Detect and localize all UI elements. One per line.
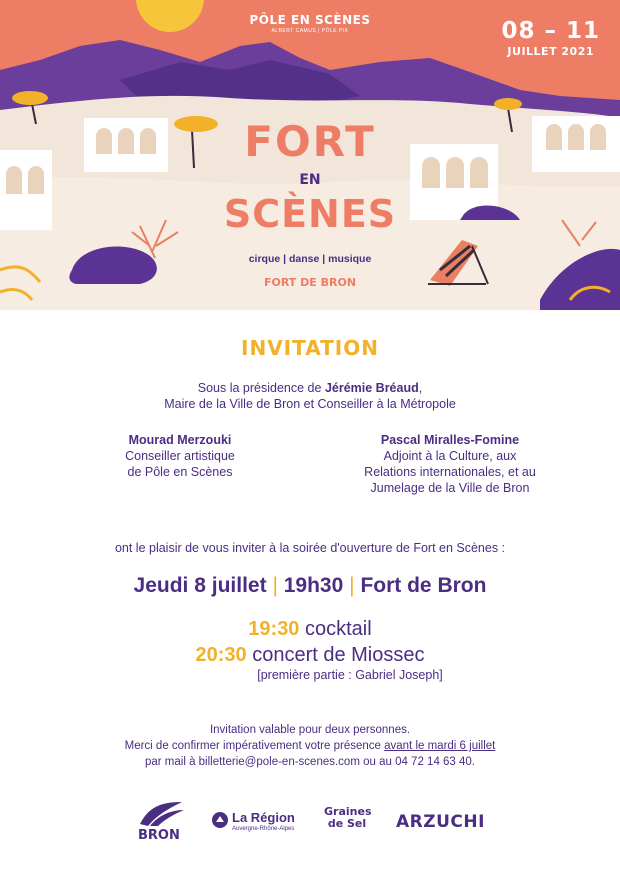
host-left-role-2: de Pôle en Scènes: [127, 465, 233, 479]
festival-disciplines: cirque | danse | musique: [248, 253, 372, 265]
presidency-line: [0, 380, 620, 396]
presidency-suffix: ,: [418, 381, 423, 395]
hero-banner: [0, 0, 620, 310]
schedule-item: [0, 618, 620, 641]
brand-subtitle: ALBERT CAMUS | PÔLE PIK: [271, 28, 349, 34]
presidency-prefix: Sous la présidence de: [197, 381, 325, 395]
region-logo-name: La Région: [232, 810, 295, 825]
region-emblem-icon: [212, 812, 228, 828]
dates-month: JUILLET 2021: [507, 45, 595, 58]
festival-title-line-1: FORT: [244, 117, 376, 166]
festival-title-line-3: SCÈNES: [223, 192, 397, 236]
brand-name: PÔLE EN SCÈNES: [249, 13, 371, 27]
event-place: Fort de Bron: [360, 574, 487, 597]
presidency-block: [0, 380, 620, 412]
graines-logo-line-1: Graines: [324, 805, 372, 818]
host-right-role-1: Adjoint à la Culture, aux: [383, 449, 517, 463]
event-separator: |: [349, 574, 355, 597]
graines-de-sel-logo: [324, 806, 370, 842]
event-day: Jeudi 8 juillet: [133, 574, 267, 597]
schedule-label: cocktail: [305, 618, 372, 640]
footer-line-2-prefix: Merci de confirmer impérativement votre présence: [124, 740, 385, 752]
dates-range: 08 – 11: [501, 18, 600, 44]
region-logo-subtitle: Auvergne-Rhône-Alpes: [232, 826, 295, 832]
host-right-role-3: Jumelage de la Ville de Bron: [370, 481, 530, 495]
invitation-heading: INVITATION: [241, 336, 379, 360]
footer-line-1: Invitation valable pour deux personnes.: [209, 724, 411, 736]
schedule-time: 20:30: [195, 644, 247, 666]
presidency-role: Maire de la Ville de Bron et Conseiller à la Métropole: [164, 397, 456, 411]
festival-title-line-2: EN: [299, 172, 321, 188]
rsvp-deadline: avant le mardi 6 juillet: [384, 740, 496, 752]
partner-logos: [0, 798, 620, 848]
region-logo: [212, 810, 312, 840]
footer-notice: [0, 722, 620, 770]
bron-logo-text: BRON: [138, 828, 180, 843]
host-right-role-2: Relations internationales, et au: [364, 465, 536, 479]
event-separator: |: [272, 574, 278, 597]
bron-wave-icon: [136, 798, 186, 828]
footer-line-3: par mail à billetterie@pole-en-scenes.com ou au 04 72 14 63 40.: [144, 756, 476, 768]
schedule-label: concert de Miossec: [252, 644, 425, 666]
presidency-name: Jérémie Bréaud: [324, 381, 419, 395]
host-right-name: Pascal Miralles-Fomine: [380, 433, 520, 447]
schedule-item: [0, 644, 620, 667]
event-headline: [0, 574, 620, 598]
arzuchi-logo: ARZUCHI: [396, 812, 485, 832]
host-left-name: Mourad Merzouki: [128, 433, 232, 447]
host-right: [330, 432, 570, 496]
schedule-time: 19:30: [248, 618, 300, 640]
event-time: 19h30: [283, 574, 344, 597]
festival-venue: FORT DE BRON: [263, 276, 357, 289]
first-part-note: [première partie : Gabriel Joseph]: [257, 668, 443, 682]
bron-logo: [136, 798, 186, 846]
host-left: [80, 432, 280, 480]
footer-line-2: [0, 738, 620, 754]
invitation-intro: ont le plaisir de vous inviter à la soirée d'ouverture de Fort en Scènes :: [114, 541, 506, 555]
graines-logo-line-2: de Sel: [327, 817, 367, 830]
festival-dates: [501, 18, 600, 58]
host-left-role-1: Conseiller artistique: [125, 449, 235, 463]
